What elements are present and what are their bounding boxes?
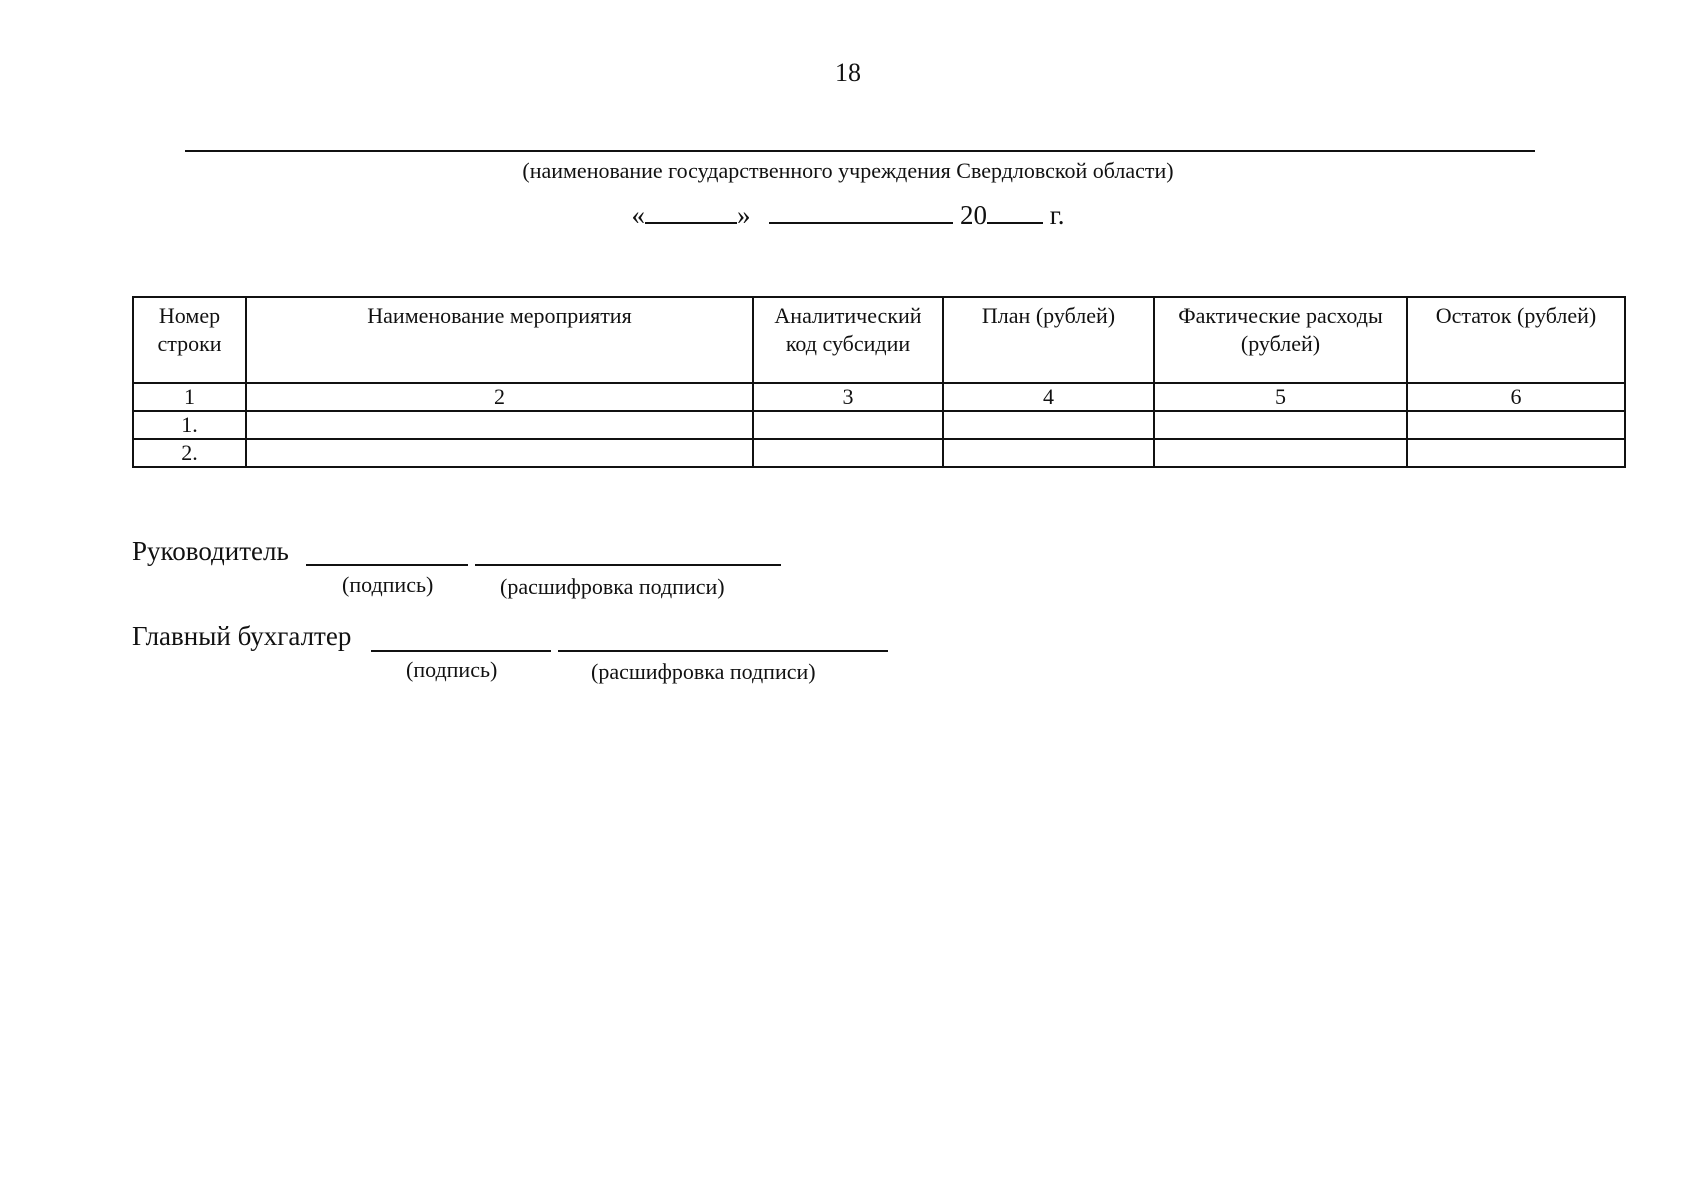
table-cell — [1407, 439, 1625, 467]
row-number-cell: 1. — [133, 411, 246, 439]
column-number-cell: 5 — [1154, 383, 1407, 411]
table-row — [133, 439, 1625, 467]
signature-line-head — [306, 564, 468, 566]
column-header-actual-expenses: Фактические расходы (рублей) — [1154, 297, 1407, 383]
decoding-line-chief-accountant — [558, 650, 888, 652]
table-cell — [943, 411, 1154, 439]
column-header-row-number: Номер строки — [133, 297, 246, 383]
decoding-caption-head: (расшифровка подписи) — [500, 574, 725, 599]
date-year-suffix: г. — [1049, 200, 1065, 230]
column-number-cell: 4 — [943, 383, 1154, 411]
row-number-cell: 2. — [133, 439, 246, 467]
column-header-event-name: Наименование мероприятия — [246, 297, 753, 383]
table-cell — [753, 411, 943, 439]
signature-label-chief-accountant: Главный бухгалтер — [132, 621, 352, 651]
signature-caption-chief-accountant: (подпись) — [406, 657, 498, 682]
table-header-row — [133, 297, 1625, 383]
table-cell — [753, 439, 943, 467]
table-cell — [943, 439, 1154, 467]
decoding-line-head — [475, 564, 781, 566]
date-month-blank — [769, 198, 953, 224]
page-number: 18 — [835, 58, 861, 87]
date-line — [0, 198, 1696, 231]
table-cell — [1407, 411, 1625, 439]
table-cell — [246, 411, 753, 439]
column-header-balance: Остаток (рублей) — [1407, 297, 1625, 383]
table-cell — [246, 439, 753, 467]
column-number-cell: 3 — [753, 383, 943, 411]
column-number-cell: 2 — [246, 383, 753, 411]
signature-line-chief-accountant — [371, 650, 551, 652]
date-year-prefix: 20 — [959, 200, 987, 230]
date-open-quote: « — [631, 200, 645, 230]
date-year-blank — [987, 198, 1043, 224]
date-close-quote: » — [736, 200, 751, 230]
table-cell — [1154, 439, 1407, 467]
date-day-blank — [645, 198, 737, 224]
column-header-plan: План (рублей) — [943, 297, 1154, 383]
column-number-row — [133, 383, 1625, 411]
institution-name-line — [185, 150, 1535, 152]
report-table — [132, 296, 1626, 468]
column-number-cell: 1 — [133, 383, 246, 411]
decoding-caption-chief-accountant: (расшифровка подписи) — [591, 659, 816, 684]
column-header-analytic-code: Аналитический код субсидии — [753, 297, 943, 383]
column-number-cell: 6 — [1407, 383, 1625, 411]
table-row — [133, 411, 1625, 439]
signature-label-head: Руководитель — [132, 536, 289, 566]
institution-name-caption: (наименование государственного учреждения Свердловской области) — [522, 158, 1174, 183]
signature-caption-head: (подпись) — [342, 572, 434, 597]
table-cell — [1154, 411, 1407, 439]
